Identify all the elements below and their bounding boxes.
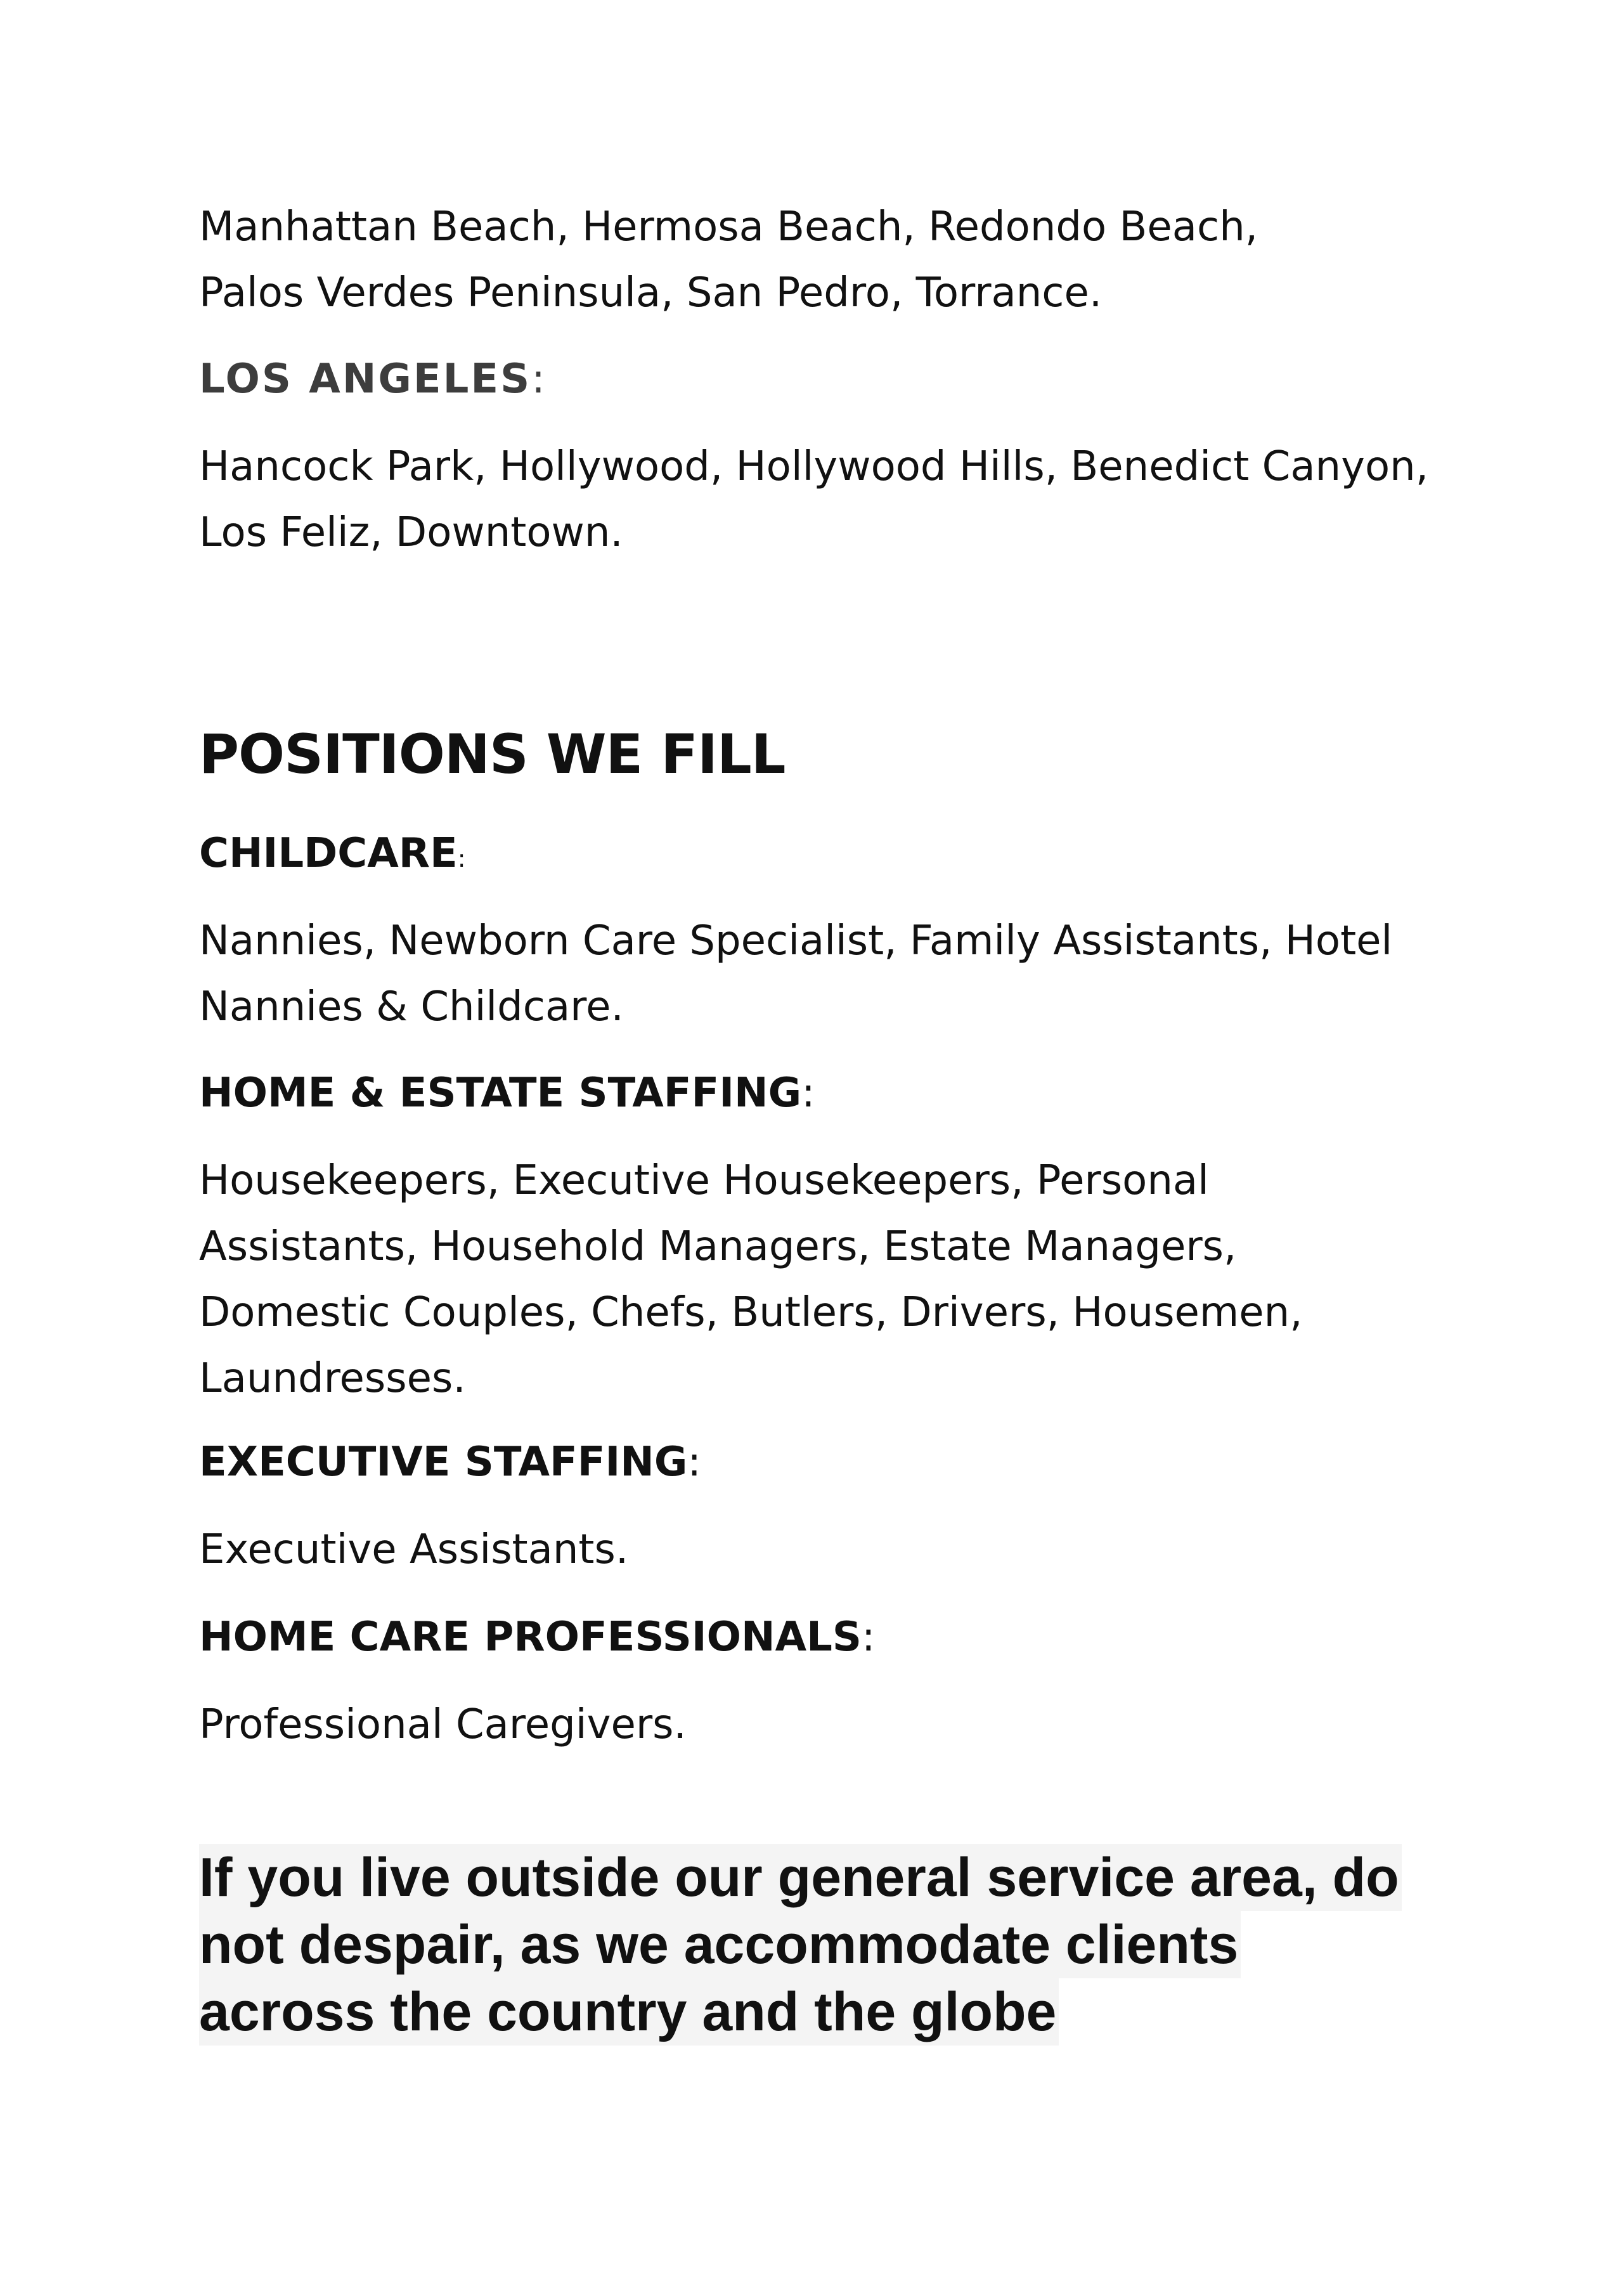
home-care-label xyxy=(199,1604,1480,1670)
los-angeles-label xyxy=(199,346,1480,412)
childcare-line-1: Nannies, Newborn Care Specialist, Family Assistants, Hotel xyxy=(199,918,1393,964)
home-estate-line-1: Housekeepers, Executive Housekeepers, Personal xyxy=(199,1157,1209,1204)
los-angeles-line-1: Hancock Park, Hollywood, Hollywood Hills, Benedict Canyon, xyxy=(199,443,1429,490)
intro-areas-paragraph xyxy=(199,194,1480,326)
executive-label xyxy=(199,1429,1480,1495)
closing-statement xyxy=(199,1844,1480,2046)
home-estate-label-colon: : xyxy=(801,1070,815,1117)
childcare-paragraph xyxy=(199,908,1480,1040)
intro-areas-line-1: Manhattan Beach, Hermosa Beach, Redondo Beach, xyxy=(199,204,1258,250)
executive-paragraph xyxy=(199,1517,1480,1583)
executive-label-text: EXECUTIVE STAFFING xyxy=(199,1439,688,1486)
childcare-label xyxy=(199,820,1480,892)
closing-line-1: If you live outside our general service area, do xyxy=(199,1844,1402,1911)
positions-heading: POSITIONS WE FILL xyxy=(199,723,786,786)
childcare-line-2: Nannies & Childcare. xyxy=(199,983,624,1030)
home-care-label-colon: : xyxy=(861,1614,876,1661)
home-care-label-text: HOME CARE PROFESSIONALS xyxy=(199,1614,862,1661)
los-angeles-label-colon: : xyxy=(531,356,547,403)
intro-areas-line-2: Palos Verdes Peninsula, San Pedro, Torrance. xyxy=(199,269,1102,316)
home-care-line-1: Professional Caregivers. xyxy=(199,1701,687,1748)
closing-line-2: not despair, as we accommodate clients xyxy=(199,1911,1241,1978)
los-angeles-label-text: LOS ANGELES xyxy=(199,356,532,403)
childcare-label-colon: : xyxy=(457,845,466,872)
home-estate-label xyxy=(199,1060,1480,1126)
home-estate-paragraph xyxy=(199,1148,1480,1411)
executive-line-1: Executive Assistants. xyxy=(199,1526,629,1573)
home-estate-line-4: Laundresses. xyxy=(199,1355,466,1402)
home-estate-line-3: Domestic Couples, Chefs, Butlers, Drivers, Housemen, xyxy=(199,1289,1303,1336)
los-angeles-areas-paragraph xyxy=(199,434,1480,566)
home-estate-line-2: Assistants, Household Managers, Estate Managers, xyxy=(199,1223,1237,1270)
executive-label-colon: : xyxy=(687,1439,701,1486)
home-care-paragraph xyxy=(199,1692,1480,1758)
home-estate-label-text: HOME & ESTATE STAFFING xyxy=(199,1070,802,1117)
childcare-label-text: CHILDCARE xyxy=(199,830,458,877)
los-angeles-line-2: Los Feliz, Downtown. xyxy=(199,509,623,556)
closing-line-3: across the country and the globe xyxy=(199,1978,1059,2046)
